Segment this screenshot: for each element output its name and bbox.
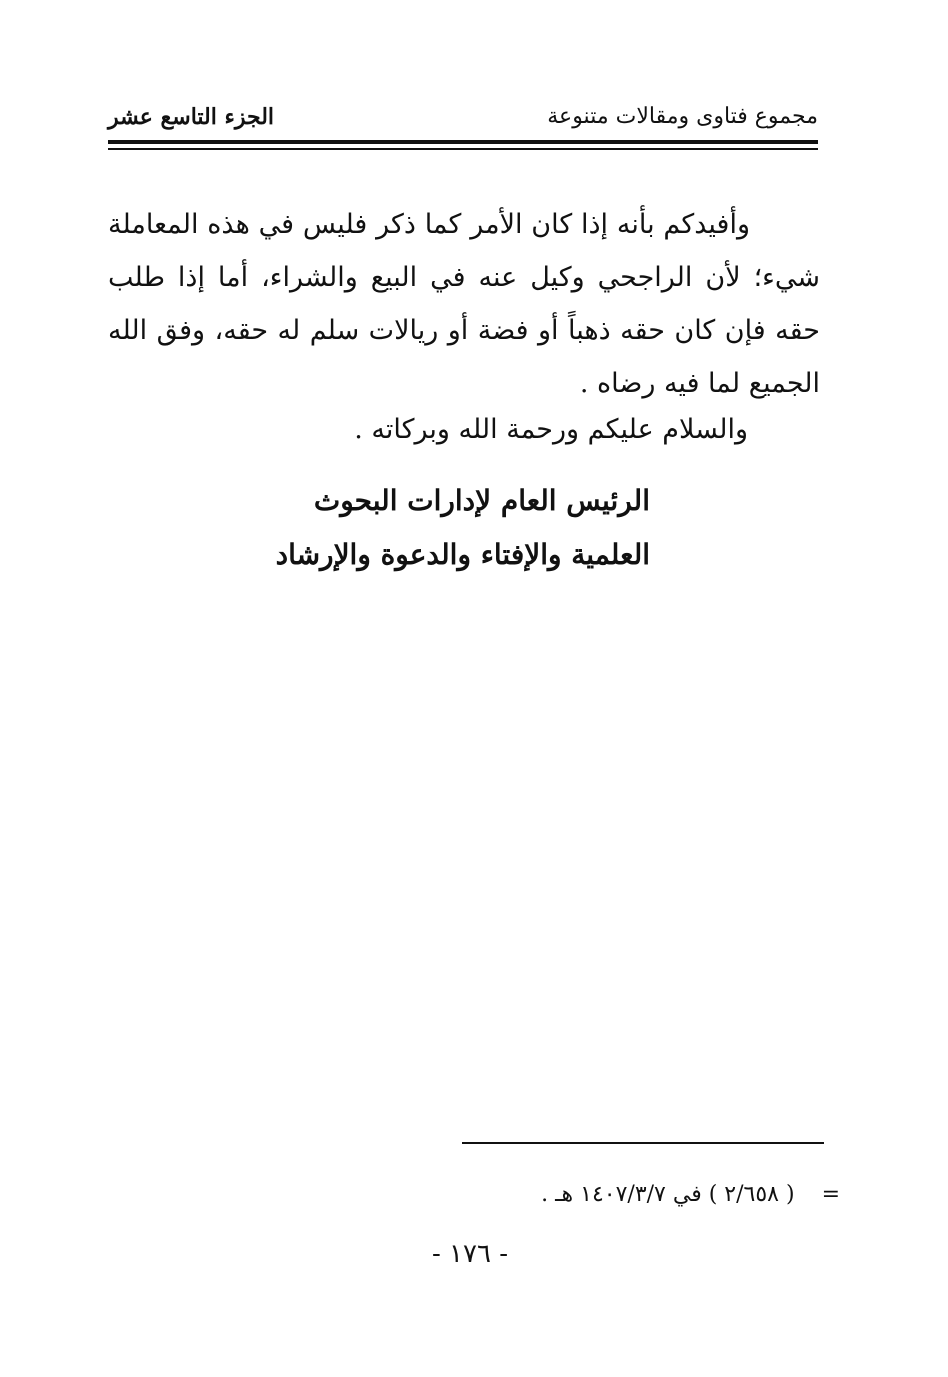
- header-rule-thick: [108, 140, 818, 144]
- volume-label: الجزء التاسع عشر: [108, 104, 275, 130]
- header-rule-thin: [108, 148, 818, 150]
- signature-block: [250, 474, 650, 582]
- signature-line-1: الرئيس العام لإدارات البحوث: [313, 484, 650, 517]
- closing-greeting: والسلام عليكم ورحمة الله وبركاته .: [354, 414, 748, 445]
- running-header: [108, 104, 818, 134]
- book-title: مجموع فتاوى ومقالات متنوعة: [547, 104, 818, 129]
- footnote-marker: =: [821, 1182, 840, 1207]
- footnote: [430, 1178, 840, 1212]
- footnote-rule: [462, 1142, 824, 1144]
- body-paragraph: وأفيدكم بأنه إذا كان الأمر كما ذكر فليس في هذه المعاملة شيء؛ لأن الراجحي وكيل عنه في البيع والشراء، أما إذا طلب حقه فإن كان حقه ذهباً أو فضة أو ريالات سلم له حقه، وفق الله الجميع لما فيه رضاه .: [108, 209, 820, 399]
- page-number: - ١٧٦ -: [431, 1239, 509, 1269]
- body-text: [108, 198, 820, 410]
- footnote-text: ( ٢/٦٥٨ ) في ١٤٠٧/٣/٧ هـ .: [541, 1182, 795, 1207]
- signature-line-2: العلمية والإفتاء والدعوة والإرشاد: [275, 538, 650, 571]
